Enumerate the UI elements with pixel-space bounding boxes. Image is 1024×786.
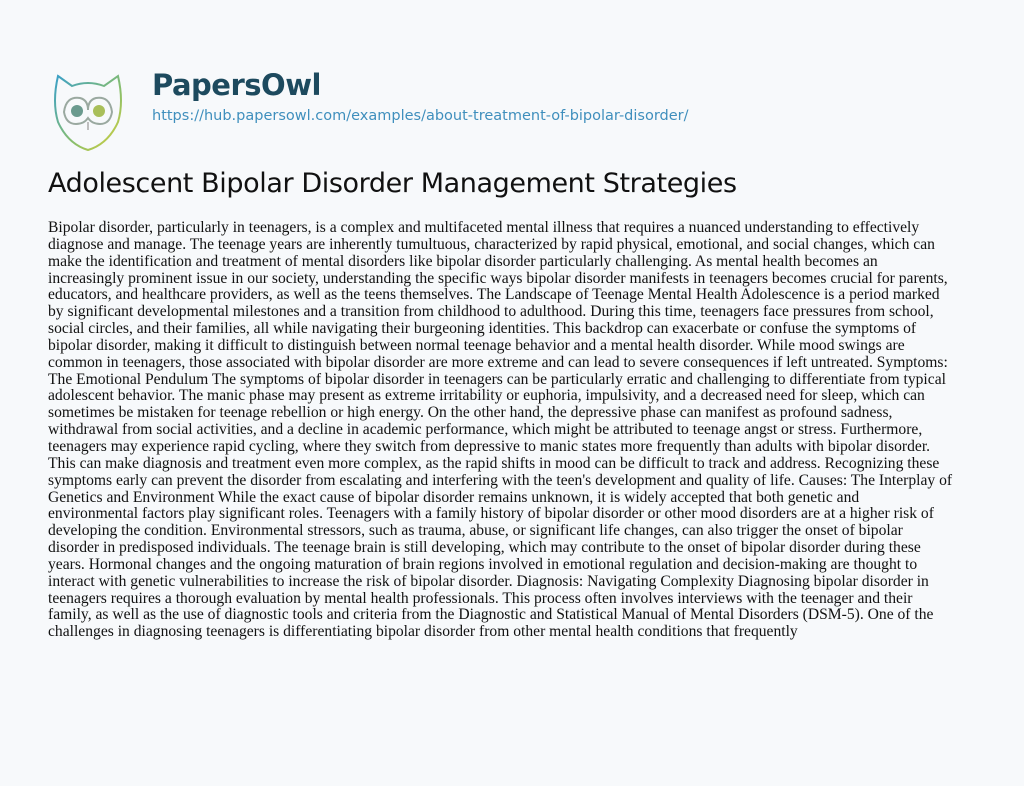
essay-line: teenagers requires a thorough evaluation by mental health professionals. This process often involves interviews with the teenager and their: [48, 589, 913, 607]
essay-line: teenagers may experience rapid cycling, where they switch from depressive to manic states more frequently than adults with bipolar disorder.: [48, 437, 931, 455]
essay-line: diagnose and manage. The teenage years are inherently tumultuous, characterized by rapid physical, emotional, and social changes, which can: [48, 235, 935, 253]
essay-line: developing the condition. Environmental stressors, such as trauma, abuse, or significant life changes, can also trigger the onset of bipolar: [48, 522, 903, 540]
essay-line: increasingly prominent issue in our society, understanding the specific ways bipolar disorder manifests in teenagers becomes crucial for parents,: [48, 269, 948, 287]
page-title: Adolescent Bipolar Disorder Management Strategies: [48, 168, 737, 199]
essay-line: environmental factors play significant roles. Teenagers with a family history of bipolar disorder or other mood disorders are at a higher risk of: [48, 505, 934, 523]
essay-line: adolescent behavior. The manic phase may present as extreme irritability or euphoria, impulsivity, and a decreased need for sleep, which can: [48, 387, 925, 405]
essay-line: Bipolar disorder, particularly in teenagers, is a complex and multifaceted mental illness that requires a nuanced understanding to effectively: [48, 219, 920, 236]
essay-line: educators, and healthcare providers, as well as the teens themselves. The Landscape of Teenage Mental Health Adolescence is a period marked: [48, 286, 940, 304]
essay-line: sometimes be mistaken for teenage rebellion or high energy. On the other hand, the depressive phase can manifest as profound sadness,: [48, 404, 893, 422]
brand-name: PapersOwl: [152, 68, 321, 102]
essay-line: by significant developmental milestones and a transition from childhood to adulthood. During this time, teenagers face pressures from school,: [48, 303, 934, 321]
papersowl-logo-icon: [50, 72, 126, 152]
essay-line: withdrawal from social activities, and a decline in academic performance, which might be attributed to teenage angst or stress. Furthermore,: [48, 421, 923, 439]
essay-line: bipolar disorder, making it difficult to distinguish between normal teenage behavior and a mental health disorder. While mood swings are: [48, 336, 905, 354]
essay-line: years. Hormonal changes and the ongoing maturation of brain regions involved in emotional regulation and decision-making are thought to: [48, 555, 918, 573]
essay-line: interact with genetic vulnerabilities to increase the risk of bipolar disorder. Diagnosis: Navigating Complexity Diagnosing bipolar disorder in: [48, 572, 929, 590]
essay-line: disorder in predisposed individuals. The teenage brain is still developing, which may contribute to the onset of bipolar disorder during these: [48, 539, 921, 557]
essay-line: social circles, and their families, all while navigating their burgeoning identities. This backdrop can exacerbate or confuse the symptoms of: [48, 320, 917, 338]
essay-line: challenges in diagnosing teenagers is differentiating bipolar disorder from other mental health conditions that frequently: [48, 623, 798, 641]
essay-line: This can make diagnosis and treatment even more complex, as the rapid shifts in mood can be difficult to track and address. Recognizing these: [48, 454, 940, 472]
essay-line: symptoms early can prevent the disorder from escalating and interfering with the teen's development and quality of life. Causes: The Interplay of: [48, 471, 953, 489]
essay-line: The Emotional Pendulum The symptoms of bipolar disorder in teenagers can be particularly erratic and challenging to differentiate from typical: [48, 370, 946, 388]
essay-body: [48, 220, 1008, 641]
essay-line: common in teenagers, those associated with bipolar disorder are more extreme and can lead to severe consequences if left untreated. Symptoms:: [48, 353, 948, 371]
source-url-link[interactable]: https://hub.papersowl.com/examples/about-treatment-of-bipolar-disorder/: [152, 108, 689, 124]
essay-line: family, as well as the use of diagnostic tools and criteria from the Diagnostic and Statistical Manual of Mental Disorders (DSM-5). One of the: [48, 606, 934, 624]
essay-line: make the identification and treatment of mental disorders like bipolar disorder particularly challenging. As mental health becomes an: [48, 252, 878, 270]
essay-line: Genetics and Environment While the exact cause of bipolar disorder remains unknown, it is widely accepted that both genetic and: [48, 488, 860, 506]
